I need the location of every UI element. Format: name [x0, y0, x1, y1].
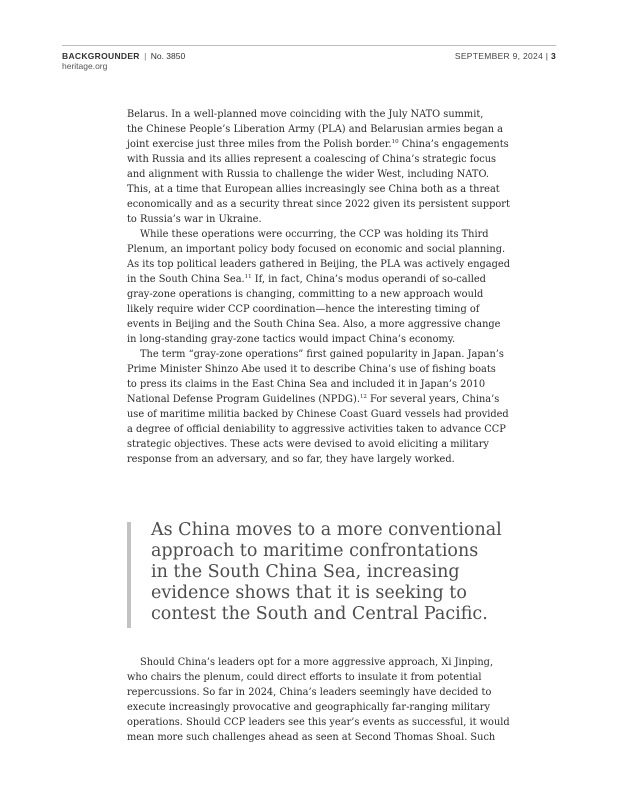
text-line	[127, 302, 497, 317]
text-line	[127, 422, 506, 437]
text-line	[127, 700, 497, 715]
text-run: economically and as a security threat since 2022 given its persistent support	[127, 199, 510, 210]
text-run: National Defense Program Guidelines (NPDG).	[127, 394, 360, 405]
publication-date: SEPTEMBER 9, 2024	[454, 51, 544, 61]
text-line	[127, 272, 497, 287]
text-line	[127, 197, 510, 212]
text-line	[127, 122, 503, 137]
pull-quote-line: in the South China Sea, increasing	[151, 562, 460, 582]
text-run: Prime Minister Shinzo Abe used it to describe China’s use of fishing boats	[127, 364, 496, 375]
text-line	[127, 407, 509, 422]
text-run: strategic objectives. These acts were devised to avoid eliciting a military	[127, 439, 489, 450]
body-text-bottom	[127, 655, 510, 745]
text-line	[127, 152, 497, 167]
header-separator: |	[144, 51, 147, 61]
text-run: to Russia’s war in Ukraine.	[127, 214, 262, 225]
text-run: who chairs the plenum, could direct efforts to insulate it from potential	[127, 672, 482, 683]
text-line	[127, 167, 497, 182]
issue-number: No. 3850	[150, 51, 186, 61]
text-run: Belarus. In a well-planned move coinciding with the July NATO summit,	[127, 109, 484, 120]
text-run: If, in fact, China’s modus operandi of so-called	[251, 274, 486, 285]
text-run: operations. Should CCP leaders see this year’s events as successful, it would	[127, 717, 510, 728]
text-run: China’s engagements	[398, 139, 509, 150]
text-run: in long-standing gray-zone tactics would impact China’s economy.	[127, 334, 456, 345]
text-line	[127, 242, 506, 257]
text-line	[127, 377, 497, 392]
text-run: While these operations were occurring, the CCP was holding its Third	[140, 229, 489, 240]
pull-quote	[127, 520, 502, 626]
text-line	[127, 347, 504, 362]
text-run: and alignment with Russia to challenge the wider West, including NATO.	[127, 169, 490, 180]
text-line	[127, 392, 500, 407]
text-line	[127, 287, 497, 302]
text-run: execute increasingly provocative and geographically far-ranging military	[127, 702, 491, 713]
page-separator: |	[545, 51, 549, 61]
text-run: events in Beijing and the South China Sea. Also, a more aggressive change	[127, 319, 501, 330]
paragraph	[127, 347, 509, 467]
footnote-ref[interactable]: 12	[359, 394, 367, 400]
text-run: use of maritime militia backed by Chinese Coast Guard vessels had provided	[127, 409, 509, 420]
site-link[interactable]: heritage.org	[62, 61, 108, 71]
text-run: to press its claims in the East China Sea and included it in Japan’s 2010	[127, 379, 486, 390]
body-text-top	[127, 107, 510, 467]
text-line	[127, 257, 510, 272]
page-number: 3	[550, 51, 556, 61]
pull-quote-text	[151, 520, 502, 625]
header-right	[455, 51, 556, 61]
text-run: with Russia and its allies represent a coalescing of China’s strategic focus	[127, 154, 497, 165]
text-run: response from an adversary, and so far, they have largely worked.	[127, 454, 455, 465]
text-run: The term “gray-zone operations” first gained popularity in Japan. Japan’s	[140, 349, 504, 360]
footnote-ref[interactable]: 11	[244, 274, 252, 280]
text-run: in the South China Sea.	[127, 274, 245, 285]
text-line	[127, 670, 497, 685]
text-line	[127, 317, 501, 332]
text-line	[127, 137, 509, 152]
paragraph	[127, 107, 510, 227]
footnote-ref[interactable]: 10	[391, 139, 399, 145]
text-line	[127, 182, 500, 197]
text-line	[127, 107, 497, 122]
text-line	[127, 212, 497, 227]
text-line	[127, 227, 497, 242]
text-line	[127, 332, 497, 347]
text-line	[127, 437, 497, 452]
paragraph	[127, 227, 510, 347]
text-line	[127, 452, 497, 467]
text-run: For several years, China’s	[366, 394, 500, 405]
header-left	[62, 51, 185, 71]
pull-quote-bar	[127, 522, 131, 628]
series-name: BACKGROUNDER	[62, 51, 140, 61]
text-run: Should China’s leaders opt for a more aggressive approach, Xi Jinping,	[140, 657, 494, 668]
text-run: mean more such challenges ahead as seen at Second Thomas Shoal. Such	[127, 732, 496, 743]
text-run: a degree of official deniability to aggressive activities taken to advance CCP	[127, 424, 506, 435]
pull-quote-line: approach to maritime confrontations	[151, 541, 479, 561]
pull-quote-line: contest the South and Central Pacific.	[151, 604, 488, 624]
text-run: Plenum, an important policy body focused on economic and social planning.	[127, 244, 506, 255]
text-run: joint exercise just three miles from the Polish border.	[127, 139, 392, 150]
text-line	[127, 655, 497, 670]
page-header	[62, 45, 556, 71]
text-run: This, at a time that European allies increasingly see China both as a threat	[127, 184, 500, 195]
text-run: likely require wider CCP coordination—hence the interesting timing of	[127, 304, 480, 315]
paragraph	[127, 655, 510, 745]
text-line	[127, 730, 497, 745]
text-run: As its top political leaders gathered in Beijing, the PLA was actively engaged	[127, 259, 510, 270]
pull-quote-line: evidence shows that it is seeking to	[151, 583, 467, 603]
text-run: gray-zone operations is changing, committing to a new approach would	[127, 289, 484, 300]
pull-quote-line: As China moves to a more conventional	[151, 520, 502, 540]
text-line	[127, 715, 510, 730]
text-run: the Chinese People’s Liberation Army (PLA) and Belarusian armies began a	[127, 124, 503, 135]
text-line	[127, 685, 497, 700]
text-line	[127, 362, 497, 377]
text-run: repercussions. So far in 2024, China’s leaders seemingly have decided to	[127, 687, 492, 698]
